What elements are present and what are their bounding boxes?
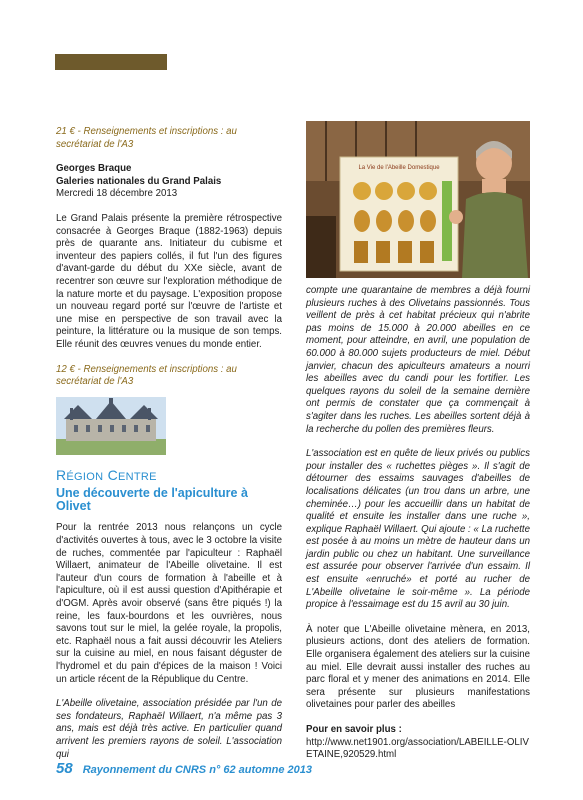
article-quote-continued: L'association est en quête de lieux privés ou publics pour installer des « ruchettes pièges ». Il s'agit de détourner des essaims sauvages d'abeilles de localisations délicates (un trou dans un arbre, une cheminée…) pour les accueillir dans un habitat de qualité et ensuite les installer dans une ruche », explique Raphaël Willaert. Qui ajoute : « La ruchette est posée à au moins un mètre de hauteur dans un jardin public ou chez un habitant. Une surveillance est assurée pour observer l'arrivée d'un essaim. Il est ensuite «enruché» et porté au rucher de L'Abeille olivetaine le soir-même ». La période propice à l'essaimage est du 15 avril au 30 juin. (306, 448, 530, 611)
article-body: Pour la rentrée 2013 nous relançons un cycle d'activités ouvertes à tous, avec le 3 octobre la visite de ruches, commentée par l'apiculteur : Raphaël Willaert, animateur de l'Abeille olivetaine. Il est l'auteur d'un cours de formation à l'abeille et à l'apiculture, où il est aussi question d'Apithérapie et d'OGM. Après avoir observé (sans être piqués !) la reine, les faux-bourdons et les ouvrières, nous savons tout sur le miel, la gelée royale, la propolis, etc. Raphaël nous a fait aussi découvrir les Ateliers sur la cuisine au miel, en nous faisant déguster de l'hydromel et du pain d'épices de la maison ! Voici un article récent de la République du Centre. (56, 522, 282, 685)
right-column (306, 285, 530, 762)
article-title: Une découverte de l'apiculture à Olivet (56, 486, 248, 513)
more-info-label: Pour en savoir plus : (306, 724, 402, 735)
event-venue: Galeries nationales du Grand Palais (56, 175, 222, 187)
publication-title: Rayonnement du CNRS n° 62 automne 2013 (82, 764, 313, 776)
event-description: Le Grand Palais présente la première rétrospective consacrée à Georges Braque (1882-1963) depuis près de quarante ans. Initiateur du cubisme et inventeur des papiers collés, il fut l'un des figures d'avant-garde du début du XXe siècle, avant de recentrer son œuvre sur l'exploration méthodique de la nature morte et du paysage. L'exposition propose un nouveau regard porté sur l'œuvre de l'artiste et une mise en perspective de son travail avec la peinture, la littérature ou la musique de son temps. Elle réunit des œuvres venues du monde entier. (56, 212, 282, 350)
region-heading: RÉGION CENTRE (56, 466, 157, 483)
event-date: Mercredi 18 décembre 2013 (56, 188, 178, 200)
event-title: Georges Braque (56, 163, 132, 175)
price-info: 21 € - Renseignements et inscriptions : au secrétariat de l'A3 (56, 126, 237, 150)
article-quote-continued: compte une quarantaine de membres a déjà fourni plusieurs ruches à des Olivetains passionnés. Tous veillent de près à cet habitat précieux qui n'abrite pas moins de 15.000 à 20.000 abeilles en ce moment, pour atteindre, en avril, une population de 60.000 à 80.000 sujets producteurs de miel. Début janvier, chacun des apiculteurs amateurs a nourri les abeilles avec du candi pour les fortifier. Les quelques rayons du soleil de la semaine dernière ont permis de constater que ça commençait à s'agiter dans les ruches. Les abeilles sortent déjà à la recherche du pollen des premières fleurs. (306, 285, 530, 435)
more-info-link[interactable]: http://www.net1901.org/association/LABEILLE-OLIVETAINE,920529.html (306, 736, 529, 761)
page-number: 58 (56, 760, 73, 777)
header-color-bar (55, 54, 167, 70)
castle-illustration (56, 397, 166, 455)
article-quote: L'Abeille olivetaine, association présidée par l'un de ses fondateurs, Raphaël Willaert, n'a même pas 3 ans, mais est déjà très active. En particulier quand arrivent les premiers rayons de soleil. L'association qui (56, 698, 282, 760)
price-info: 12 € - Renseignements et inscriptions : au secrétariat de l'A3 (56, 363, 237, 388)
article-note: À noter que L'Abeille olivetaine mènera, en 2013, plusieurs actions, dont des ateliers de formation. Elle organisera également des ateliers sur la cuisine au miel. Elle devrait aussi installer des ruches au parc floral et y mener des animations en 2014. Elle sera présente sur plusieurs manifestations olivetaines pour parler des abeilles (306, 623, 531, 711)
poster-title: La Vie de l'Abeille Domestique (358, 165, 440, 171)
page-footer (56, 760, 312, 777)
beekeeper-photo (306, 121, 530, 278)
left-column (56, 126, 282, 761)
